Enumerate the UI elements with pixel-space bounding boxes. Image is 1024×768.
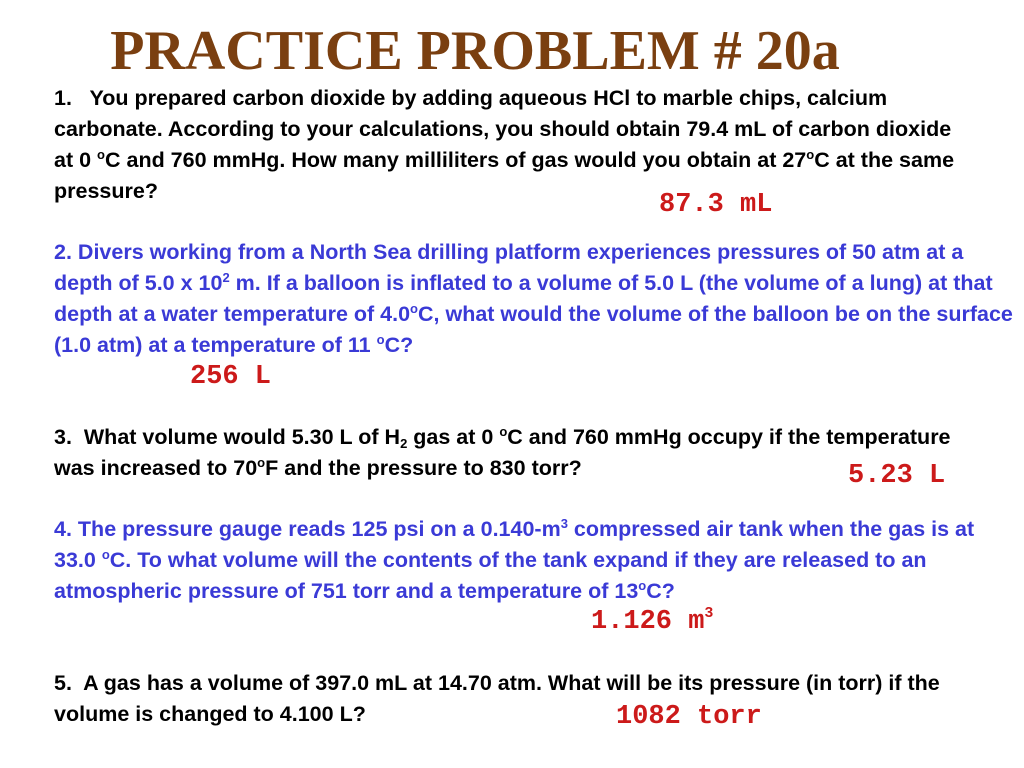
problem-4-text-b: compressed air tank when the gas is at 33.0 bbox=[54, 517, 975, 572]
problem-2-number: 2. bbox=[54, 240, 72, 264]
problem-2-degree-sup-2: o bbox=[376, 332, 385, 347]
problem-1 bbox=[54, 83, 974, 207]
problem-2-text-d: C? bbox=[384, 333, 414, 357]
problem-4-text-d: C? bbox=[646, 579, 675, 603]
problem-1-degree-sup-2: o bbox=[806, 147, 815, 162]
problem-3-text-c: C and 760 mmHg occupy if the temperature was increased to 70 bbox=[54, 425, 951, 480]
problem-5 bbox=[54, 668, 1014, 730]
problem-3-degree-sup-2: o bbox=[257, 455, 266, 470]
answer-4 bbox=[591, 607, 713, 637]
problem-4 bbox=[54, 514, 1014, 607]
problem-4-text-c: C. To what volume will the contents of the tank expand if they are released to an atmospheric pressure of 751 torr and a temperature of 13 bbox=[54, 548, 927, 603]
problem-1-text-c: C at the same pressure? bbox=[54, 148, 955, 203]
problem-3 bbox=[54, 422, 984, 484]
problem-4-degree-sup: o bbox=[101, 547, 110, 562]
answer-4-exponent-sup: 3 bbox=[704, 605, 714, 622]
problem-2-text-c: C, what would the volume of the balloon be on the surface (1.0 atm) at a temperature of 11 bbox=[54, 302, 1013, 357]
problem-3-text-a: What volume would 5.30 L of H bbox=[83, 425, 401, 449]
answer-1: 87.3 mL bbox=[659, 190, 773, 220]
problem-3-number: 3. bbox=[54, 425, 72, 449]
problem-2-exponent-sup: 2 bbox=[222, 270, 230, 285]
problem-5-number: 5. bbox=[54, 671, 72, 695]
answer-3: 5.23 L bbox=[848, 461, 946, 491]
problem-4-exponent-sup: 3 bbox=[560, 516, 568, 531]
problem-3-text-b: gas at 0 bbox=[407, 425, 500, 449]
problem-1-text-a: You prepared carbon dioxide by adding aqueous HCl to marble chips, calcium carbonate. According to your calculations, you should obtain 79.4 mL of carbon dioxide at 0 bbox=[54, 86, 952, 172]
problem-2-text-b: m. If a balloon is inflated to a volume of 5.0 L (the volume of a lung) at that depth at a water temperature of 4.0 bbox=[54, 271, 993, 326]
problem-1-degree-sup: o bbox=[97, 147, 105, 162]
problem-1-text-b: C and 760 mmHg. How many milliliters of gas would you obtain at 27 bbox=[104, 148, 807, 172]
problem-3-text-d: F and the pressure to 830 torr? bbox=[265, 456, 582, 480]
problem-1-number: 1. bbox=[54, 86, 72, 110]
problem-4-text-a: The pressure gauge reads 125 psi on a 0.140-m bbox=[77, 517, 561, 541]
problem-5-text-a: A gas has a volume of 397.0 mL at 14.70 atm. What will be its pressure (in torr) if the volume is changed to 4.100 L? bbox=[54, 671, 940, 726]
problem-4-degree-sup-2: o bbox=[638, 578, 647, 593]
problem-2 bbox=[54, 237, 1019, 361]
answer-2: 256 L bbox=[190, 362, 272, 392]
slide-title: PRACTICE PROBLEM # 20a bbox=[110, 20, 840, 82]
problem-3-degree-sup: o bbox=[499, 424, 508, 439]
problem-4-number: 4. bbox=[54, 517, 72, 541]
answer-5: 1082 torr bbox=[616, 702, 762, 732]
answer-4-value: 1.126 m bbox=[591, 607, 705, 637]
problem-2-degree-sup: o bbox=[410, 301, 418, 316]
problem-3-subscript: 2 bbox=[400, 436, 408, 451]
problem-2-text-a: Divers working from a North Sea drilling platform experiences pressures of 50 atm at a depth of 5.0 x 10 bbox=[54, 240, 964, 295]
